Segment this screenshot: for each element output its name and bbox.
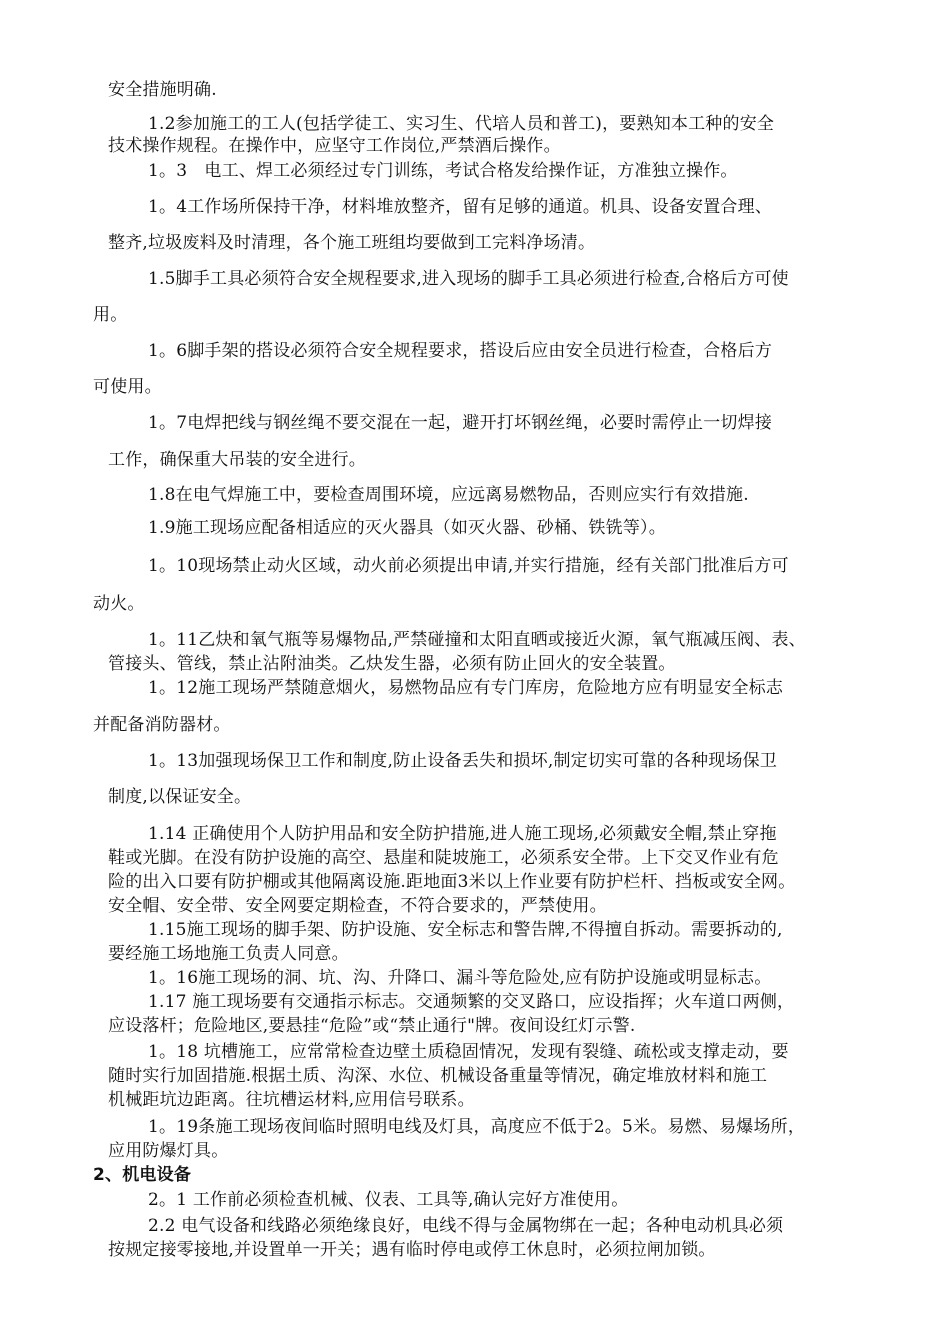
text-line: 工作，确保重大吊装的安全进行。 (108, 450, 366, 470)
text-line: 整齐,垃圾废料及时清理，各个施工班组均要做到工完料净场清。 (108, 233, 596, 253)
text-line: 1。7电焊把线与钢丝绳不要交混在一起，避开打坏钢丝绳，必要时需停止一切焊接 (148, 413, 773, 433)
text-line: 鞋或光脚。在没有防护设施的高空、悬崖和陡坡施工，必须系安全带。上下交叉作业有危 (108, 848, 779, 868)
text-line: 1.5脚手工具必须符合安全规程要求,进入现场的脚手工具必须进行检查,合格后方可使 (148, 269, 789, 289)
text-line: 安全帽、安全带、安全网要定期检查，不符合要求的，严禁使用。 (108, 896, 607, 916)
text-line: 1.2参加施工的工人(包括学徒工、实习生、代培人员和普工)，要熟知本工种的安全 (148, 114, 775, 134)
text-line: 1.17 施工现场要有交通指示标志。交通频繁的交叉路口，应设指挥；火车道口两侧， (148, 992, 795, 1012)
text-line: 技术操作规程。在操作中，应坚守工作岗位,严禁酒后操作。 (108, 136, 561, 156)
text-line: 随时实行加固措施.根据土质、沟深、水位、机械设备重量等情况，确定堆放材料和施工 (108, 1066, 768, 1086)
text-line: 1.15施工现场的脚手架、防护设施、安全标志和警告牌,不得擅自拆动。需要拆动的, (148, 920, 783, 940)
text-line: 1。10现场禁止动火区域，动火前必须提出申请,并实行措施，经有关部门批准后方可 (148, 556, 789, 576)
text-line: 1。18 坑槽施工，应常常检查边壁土质稳固情况，发现有裂缝、疏松或支撑走动，要 (148, 1042, 789, 1062)
text-line: 1。6脚手架的搭设必须符合安全规程要求，搭设后应由安全员进行检查，合格后方 (148, 341, 773, 361)
text-line: 1。16施工现场的洞、坑、沟、升降口、漏斗等危险处,应有防护设施或明显标志。 (148, 968, 772, 988)
text-line: 1。19条施工现场夜间临时照明电线及灯具，高度应不低于2。5米。易燃、易爆场所， (148, 1117, 806, 1137)
text-line: 制度,以保证安全。 (108, 787, 252, 807)
text-line: 2.2 电气设备和线路必须绝缘良好，电线不得与金属物绑在一起；各种电动机具必须 (148, 1216, 784, 1236)
text-line: 要经施工场地施工负责人同意。 (108, 944, 349, 964)
text-line: 应用防爆灯具。 (108, 1141, 229, 1161)
text-line: 1.9施工现场应配备相适应的灭火器具（如灭火器、砂桶、铁铣等）。 (148, 518, 666, 538)
text-line: 安全措施明确. (108, 80, 217, 100)
text-line: 应设落杆；危险地区,要悬挂“危险”或“禁止通行"牌。夜间设红灯示警. (108, 1016, 636, 1036)
text-line: 用。 (93, 305, 128, 325)
text-line: 1。12施工现场严禁随意烟火，易燃物品应有专门库房，危险地方应有明显安全标志 (148, 678, 784, 698)
text-line: 1。4工作场所保持干净，材料堆放整齐，留有足够的通道。机具、设备安置合理、 (148, 197, 773, 217)
section-heading: 2、机电设备 (93, 1165, 192, 1185)
text-line: 1。3 电工、焊工必须经过专门训练，考试合格发给操作证，方准独立操作。 (148, 161, 738, 181)
text-line: 1。13加强现场保卫工作和制度,防止设备丢失和损坏,制定切实可靠的各种现场保卫 (148, 751, 778, 771)
text-line: 动火。 (93, 594, 145, 614)
text-line: 1.8在电气焊施工中，要检查周围环境，应远离易燃物品，否则应实行有效措施. (148, 485, 749, 505)
text-line: 并配备消防器材。 (93, 715, 231, 735)
text-line: 2。1 工作前必须检查机械、仪表、工具等,确认完好方准使用。 (148, 1190, 629, 1210)
text-line: 可使用。 (93, 377, 162, 397)
text-line: 险的出入口要有防护棚或其他隔离设施.距地面3米以上作业要有防护栏杆、挡板或安全网。 (108, 872, 796, 892)
text-line: 1。11乙炔和氧气瓶等易爆物品,严禁碰撞和太阳直晒或接近火源，氧气瓶减压阀、表、 (148, 630, 806, 650)
text-line: 1.14 正确使用个人防护用品和安全防护措施,进人施工现场,必须戴安全帽,禁止穿拖 (148, 824, 777, 844)
text-line: 管接头、管线，禁止沾附油类。乙炔发生器，必须有防止回火的安全装置。 (108, 654, 676, 674)
text-line: 机械距坑边距离。往坑槽运材料,应用信号联系。 (108, 1090, 475, 1110)
text-line: 按规定接零接地,并设置单一开关；遇有临时停电或停工休息时，必须拉闸加锁。 (108, 1240, 716, 1260)
